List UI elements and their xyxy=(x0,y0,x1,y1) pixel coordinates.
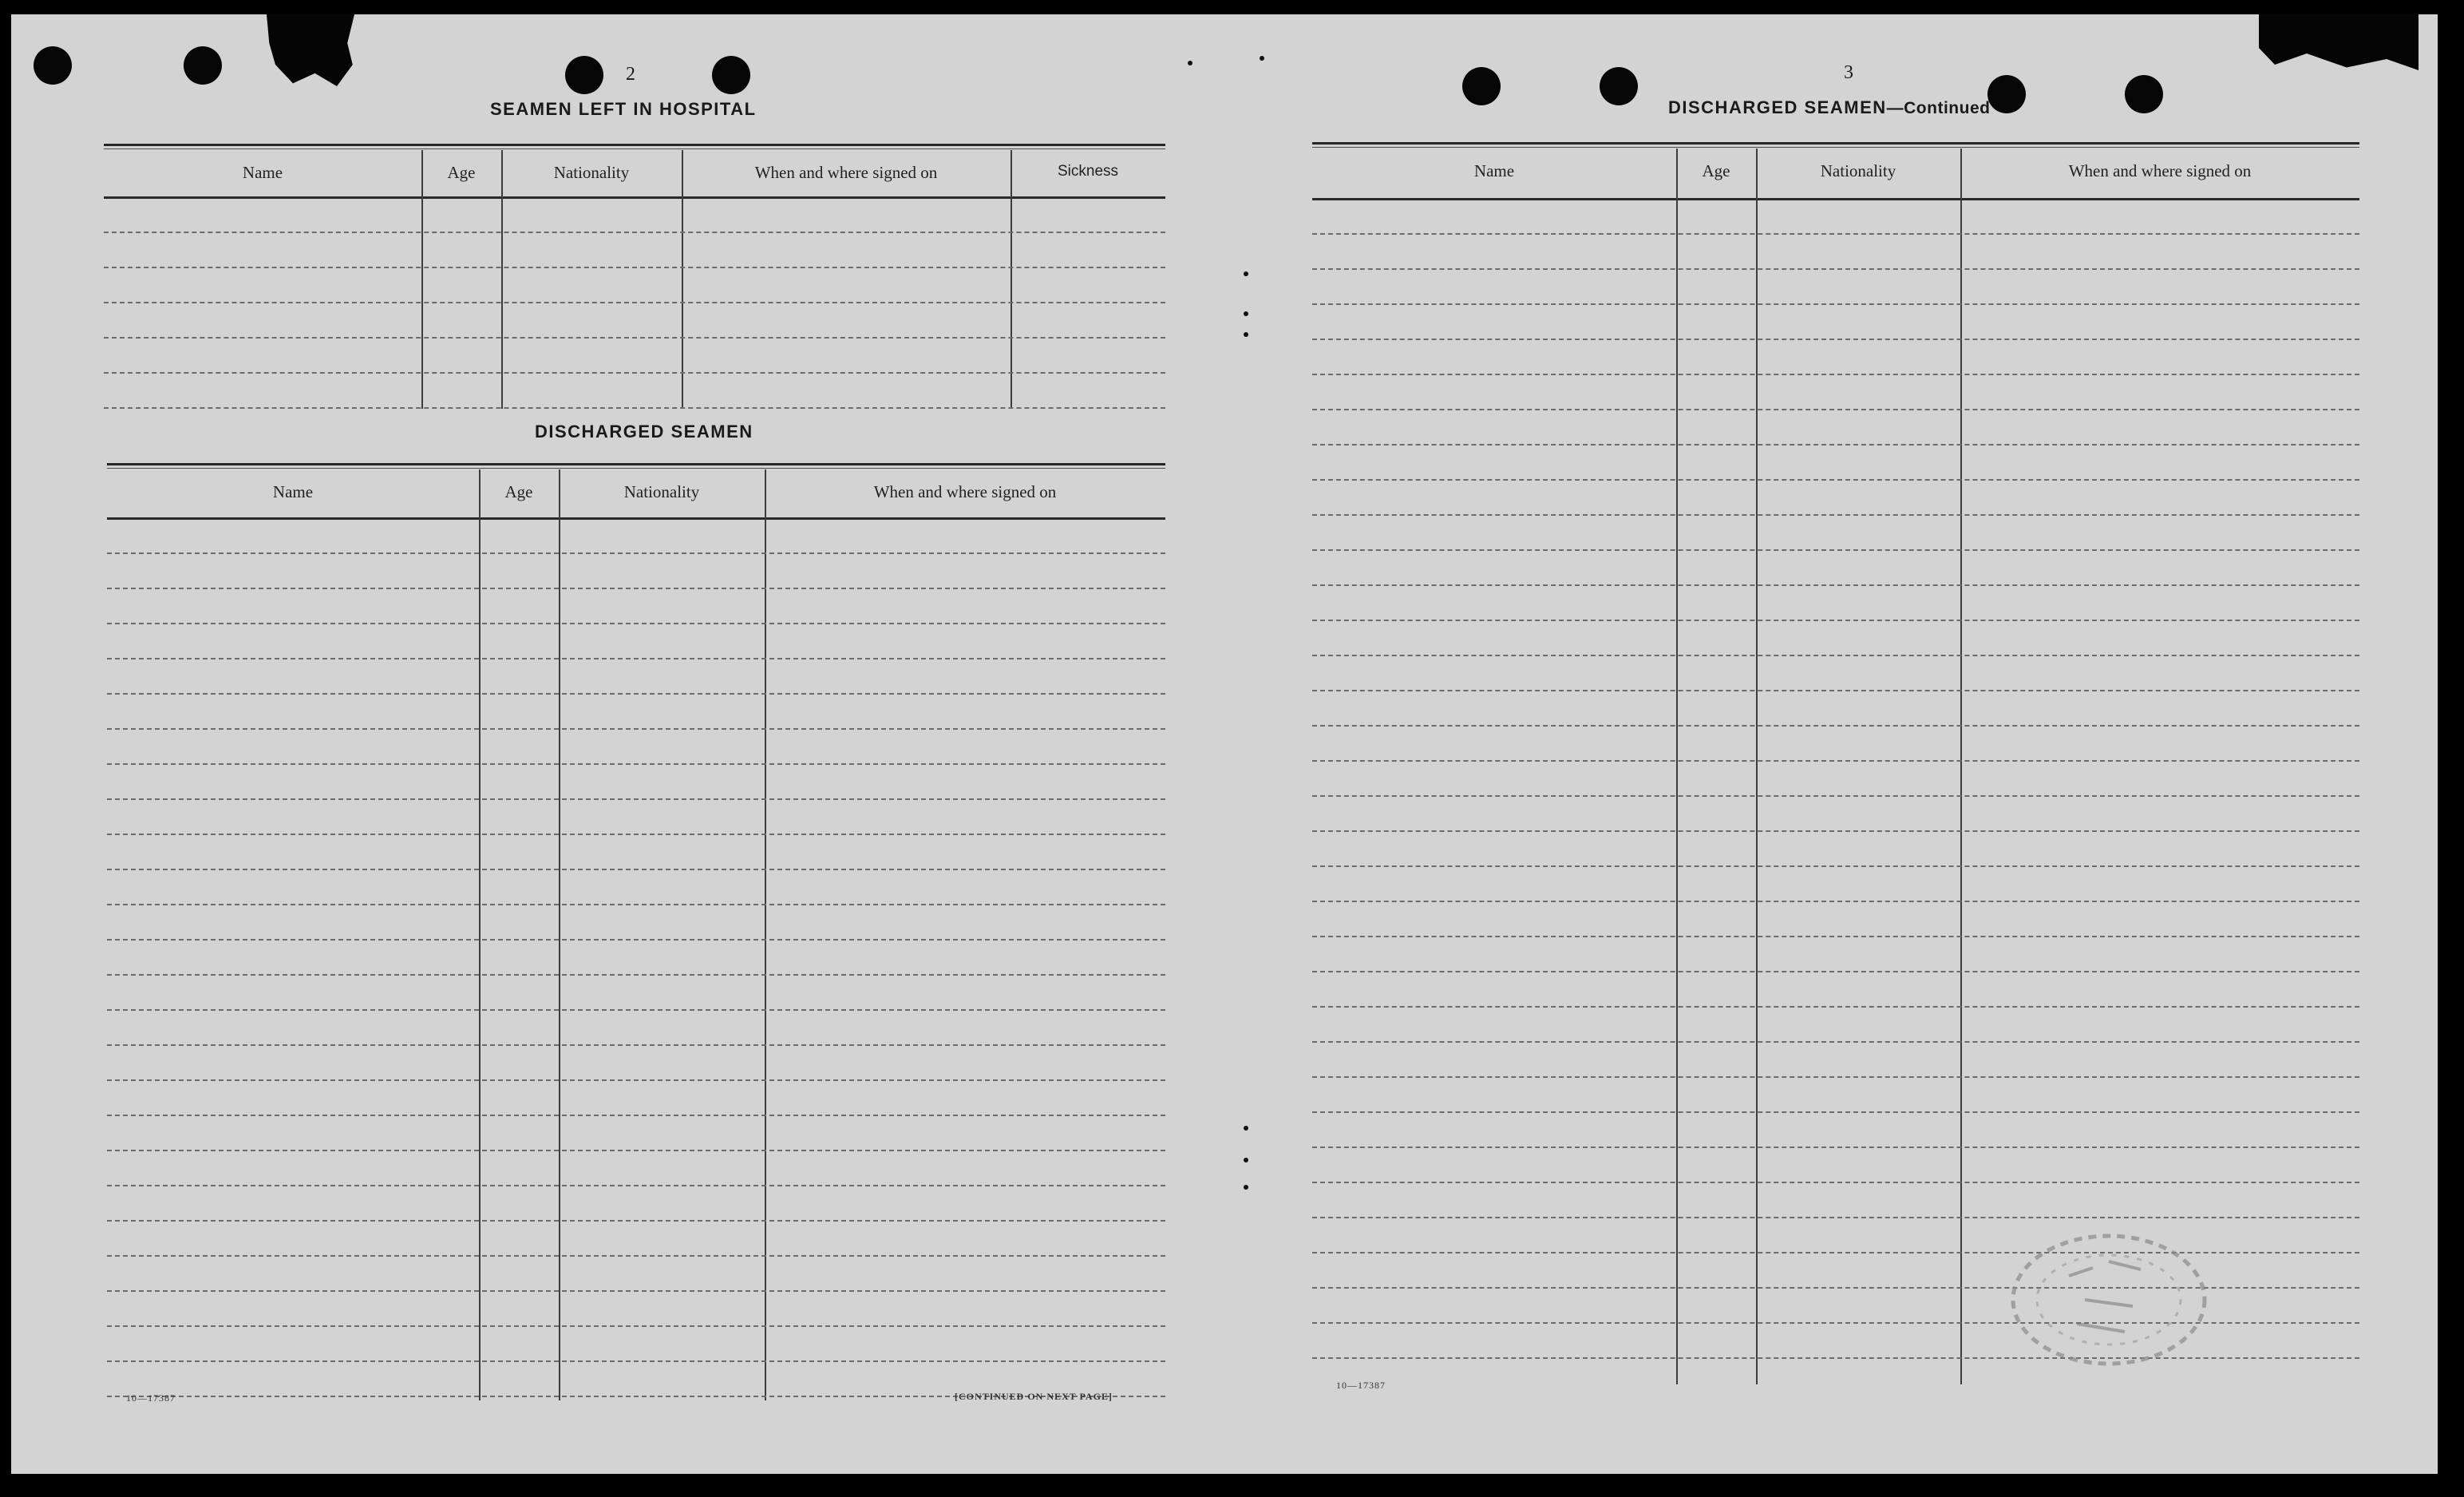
continued-note: [CONTINUED ON NEXT PAGE] xyxy=(955,1391,1113,1402)
binding-mark xyxy=(1244,1158,1248,1162)
col-head-name: Name xyxy=(1473,161,1515,180)
col-head-age: Age xyxy=(447,163,476,182)
col-head-signed-on: When and where signed on xyxy=(754,163,938,182)
binding-mark xyxy=(1244,271,1248,276)
torn-edge xyxy=(2259,14,2419,70)
col-head-sickness: Sickness xyxy=(1057,163,1119,180)
col-head-signed-on: When and where signed on xyxy=(2068,161,2252,180)
punch-hole xyxy=(1462,67,1501,105)
binding-mark xyxy=(1260,56,1264,61)
right-page-number: 3 xyxy=(1844,62,1855,83)
col-head-age: Age xyxy=(504,482,533,501)
punch-hole xyxy=(34,46,72,85)
table-row xyxy=(104,232,1165,233)
binding-mark xyxy=(1188,61,1192,65)
discharged-section-title: DISCHARGED SEAMEN xyxy=(535,422,753,442)
ledger-sheet xyxy=(11,14,2438,1474)
right-form-number: 10—17387 xyxy=(1336,1380,1386,1391)
discharged-continued-title xyxy=(1668,97,1990,118)
discharged-table-left xyxy=(107,450,1165,1402)
binding-mark xyxy=(1244,332,1248,337)
punch-hole xyxy=(2125,75,2163,113)
punch-hole xyxy=(184,46,222,85)
table-row xyxy=(104,267,1165,268)
discharged-title: DISCHARGED SEAMEN xyxy=(1668,97,1887,117)
torn-edge xyxy=(267,14,354,86)
table-row xyxy=(104,407,1165,409)
table-row xyxy=(104,337,1165,339)
table-row xyxy=(104,372,1165,374)
table-row xyxy=(104,302,1165,303)
col-head-age: Age xyxy=(1702,161,1730,180)
left-form-number: 10—17387 xyxy=(126,1392,176,1404)
col-head-name: Name xyxy=(272,482,314,501)
binding-mark xyxy=(1244,1126,1248,1131)
faded-stamp xyxy=(1989,1212,2229,1372)
punch-hole xyxy=(1600,67,1638,105)
col-head-nationality: Nationality xyxy=(1820,161,1896,180)
left-page-number: 2 xyxy=(626,64,637,85)
continued-suffix: —Continued xyxy=(1886,99,1991,117)
binding-mark xyxy=(1244,311,1248,316)
col-head-name: Name xyxy=(242,163,283,182)
binding-mark xyxy=(1244,1185,1248,1190)
punch-hole xyxy=(712,56,750,94)
hospital-table xyxy=(104,128,1165,414)
punch-hole xyxy=(1987,75,2026,113)
col-head-nationality: Nationality xyxy=(553,163,630,182)
col-head-nationality: Nationality xyxy=(623,482,700,501)
discharged-table-right xyxy=(1312,128,2359,1389)
hospital-section-title: SEAMEN LEFT IN HOSPITAL xyxy=(490,99,757,119)
col-head-signed-on: When and where signed on xyxy=(873,482,1057,501)
punch-hole xyxy=(565,56,603,94)
